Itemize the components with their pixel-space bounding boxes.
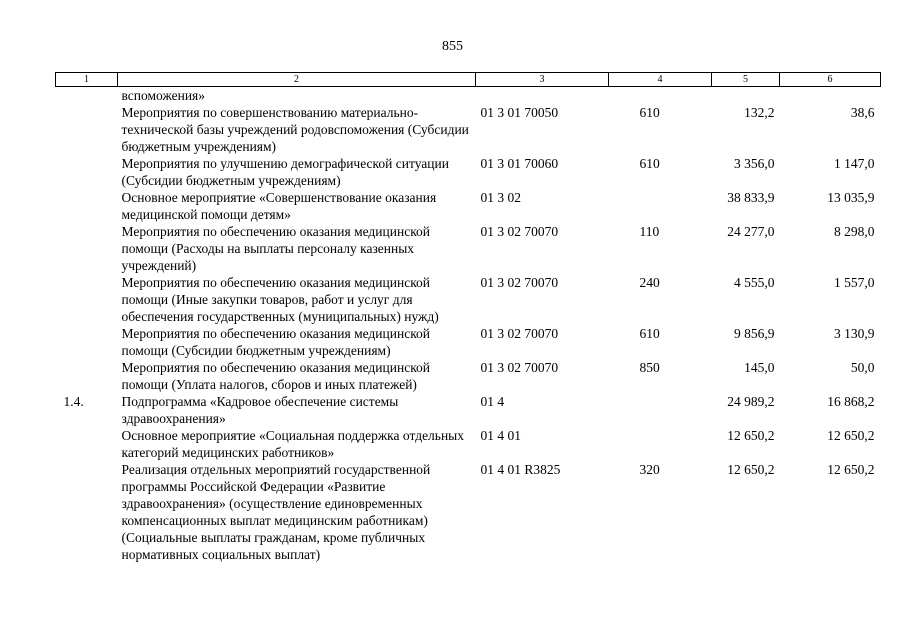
row-number [56, 359, 118, 393]
row-number: 1.4. [63, 394, 84, 409]
row-kind [609, 393, 712, 427]
row-kind: 850 [639, 360, 660, 375]
row-code: 01 4 [480, 394, 505, 409]
row-number [56, 461, 118, 563]
table-row [56, 325, 881, 359]
table-row [56, 155, 881, 189]
row-value-5: 24 989,2 [727, 394, 775, 409]
header-col-1: 1 [56, 73, 118, 87]
row-code: 01 3 01 70060 [480, 156, 559, 171]
row-value-5: 38 833,9 [727, 190, 775, 205]
row-kind: 320 [639, 462, 660, 477]
row-value-6: 3 130,9 [834, 326, 875, 341]
row-value-6: 38,6 [850, 105, 875, 120]
page-number: 855 [442, 39, 463, 54]
row-name: Мероприятия по обеспечению оказания медицинской помощи (Субсидии бюджетным учреждениям) [121, 326, 431, 358]
row-kind [609, 427, 712, 461]
row-kind: 610 [639, 105, 660, 120]
row-code: 01 3 02 [480, 190, 521, 205]
row-value-6 [780, 87, 881, 105]
row-value-6: 8 298,0 [834, 224, 875, 239]
header-col-5: 5 [712, 73, 780, 87]
row-code: 01 3 01 70050 [480, 105, 559, 120]
row-name: Мероприятия по совершенствованию материально-технической базы учреждений родовспоможения (Субсидии бюджетным учреждениям) [121, 105, 469, 154]
table-row [56, 393, 881, 427]
row-number [56, 325, 118, 359]
header-col-3: 3 [476, 73, 609, 87]
table-row [56, 359, 881, 393]
row-value-5: 24 277,0 [727, 224, 775, 239]
row-kind: 610 [639, 326, 660, 341]
table-row [56, 274, 881, 325]
row-value-5: 145,0 [744, 360, 775, 375]
row-number [56, 274, 118, 325]
row-code: 01 3 02 70070 [480, 275, 559, 290]
row-value-5: 4 555,0 [734, 275, 775, 290]
row-code [476, 87, 609, 105]
table-row [56, 87, 881, 105]
row-number [56, 189, 118, 223]
row-value-5 [712, 87, 780, 105]
header-col-4: 4 [609, 73, 712, 87]
row-kind [609, 189, 712, 223]
row-value-5: 12 650,2 [727, 428, 775, 443]
row-name: Основное мероприятие «Совершенствование оказания медицинской помощи детям» [121, 190, 437, 222]
header-col-2: 2 [118, 73, 476, 87]
row-value-6: 13 035,9 [827, 190, 875, 205]
table-row [56, 427, 881, 461]
row-number [56, 87, 118, 105]
table-row [56, 104, 881, 155]
table-row [56, 223, 881, 274]
row-name: Мероприятия по обеспечению оказания медицинской помощи (Иные закупки товаров, работ и услуг для обеспечения государственных (муниципальных) нужд) [121, 275, 439, 324]
table-body [56, 87, 881, 564]
row-value-6: 1 147,0 [834, 156, 875, 171]
row-value-6: 1 557,0 [834, 275, 875, 290]
row-value-6: 12 650,2 [827, 462, 875, 477]
budget-table [55, 72, 881, 563]
row-number [56, 155, 118, 189]
row-name: Мероприятия по обеспечению оказания медицинской помощи (Уплата налогов, сборов и иных платежей) [121, 360, 431, 392]
row-code: 01 3 02 70070 [480, 326, 559, 341]
row-name: Основное мероприятие «Социальная поддержка отдельных категорий медицинских работников» [121, 428, 464, 460]
table-header [56, 73, 881, 87]
row-name: Мероприятия по улучшению демографической ситуации (Субсидии бюджетным учреждениям) [121, 156, 449, 188]
table-row [56, 189, 881, 223]
row-number [56, 223, 118, 274]
row-kind [609, 87, 712, 105]
row-name: Подпрограмма «Кадровое обеспечение системы здравоохранения» [121, 394, 399, 426]
row-number [56, 104, 118, 155]
row-value-5: 12 650,2 [727, 462, 775, 477]
row-value-6: 16 868,2 [827, 394, 875, 409]
row-value-5: 3 356,0 [734, 156, 775, 171]
row-code: 01 4 01 R3825 [480, 462, 561, 477]
row-code: 01 3 02 70070 [480, 360, 559, 375]
header-col-6: 6 [780, 73, 881, 87]
row-value-6: 50,0 [850, 360, 875, 375]
row-kind: 240 [639, 275, 660, 290]
row-value-5: 132,2 [744, 105, 775, 120]
row-value-6: 12 650,2 [827, 428, 875, 443]
row-kind: 610 [639, 156, 660, 171]
row-code: 01 4 01 [480, 428, 521, 443]
row-number [56, 427, 118, 461]
row-name: Реализация отдельных мероприятий государственной программы Российской Федерации «Развитие здравоохранения» (осуществление единовременных компенсационных выплат медицинским работникам) (Социальные выплаты гражданам, кроме публичных нормативных социальных выплат) [121, 462, 431, 562]
row-kind: 110 [639, 224, 660, 239]
row-value-5: 9 856,9 [734, 326, 775, 341]
table-row [56, 461, 881, 563]
row-name: Мероприятия по обеспечению оказания медицинской помощи (Расходы на выплаты персоналу казенных учреждений) [121, 224, 431, 273]
row-name: вспоможения» [121, 88, 206, 103]
row-code: 01 3 02 70070 [480, 224, 559, 239]
